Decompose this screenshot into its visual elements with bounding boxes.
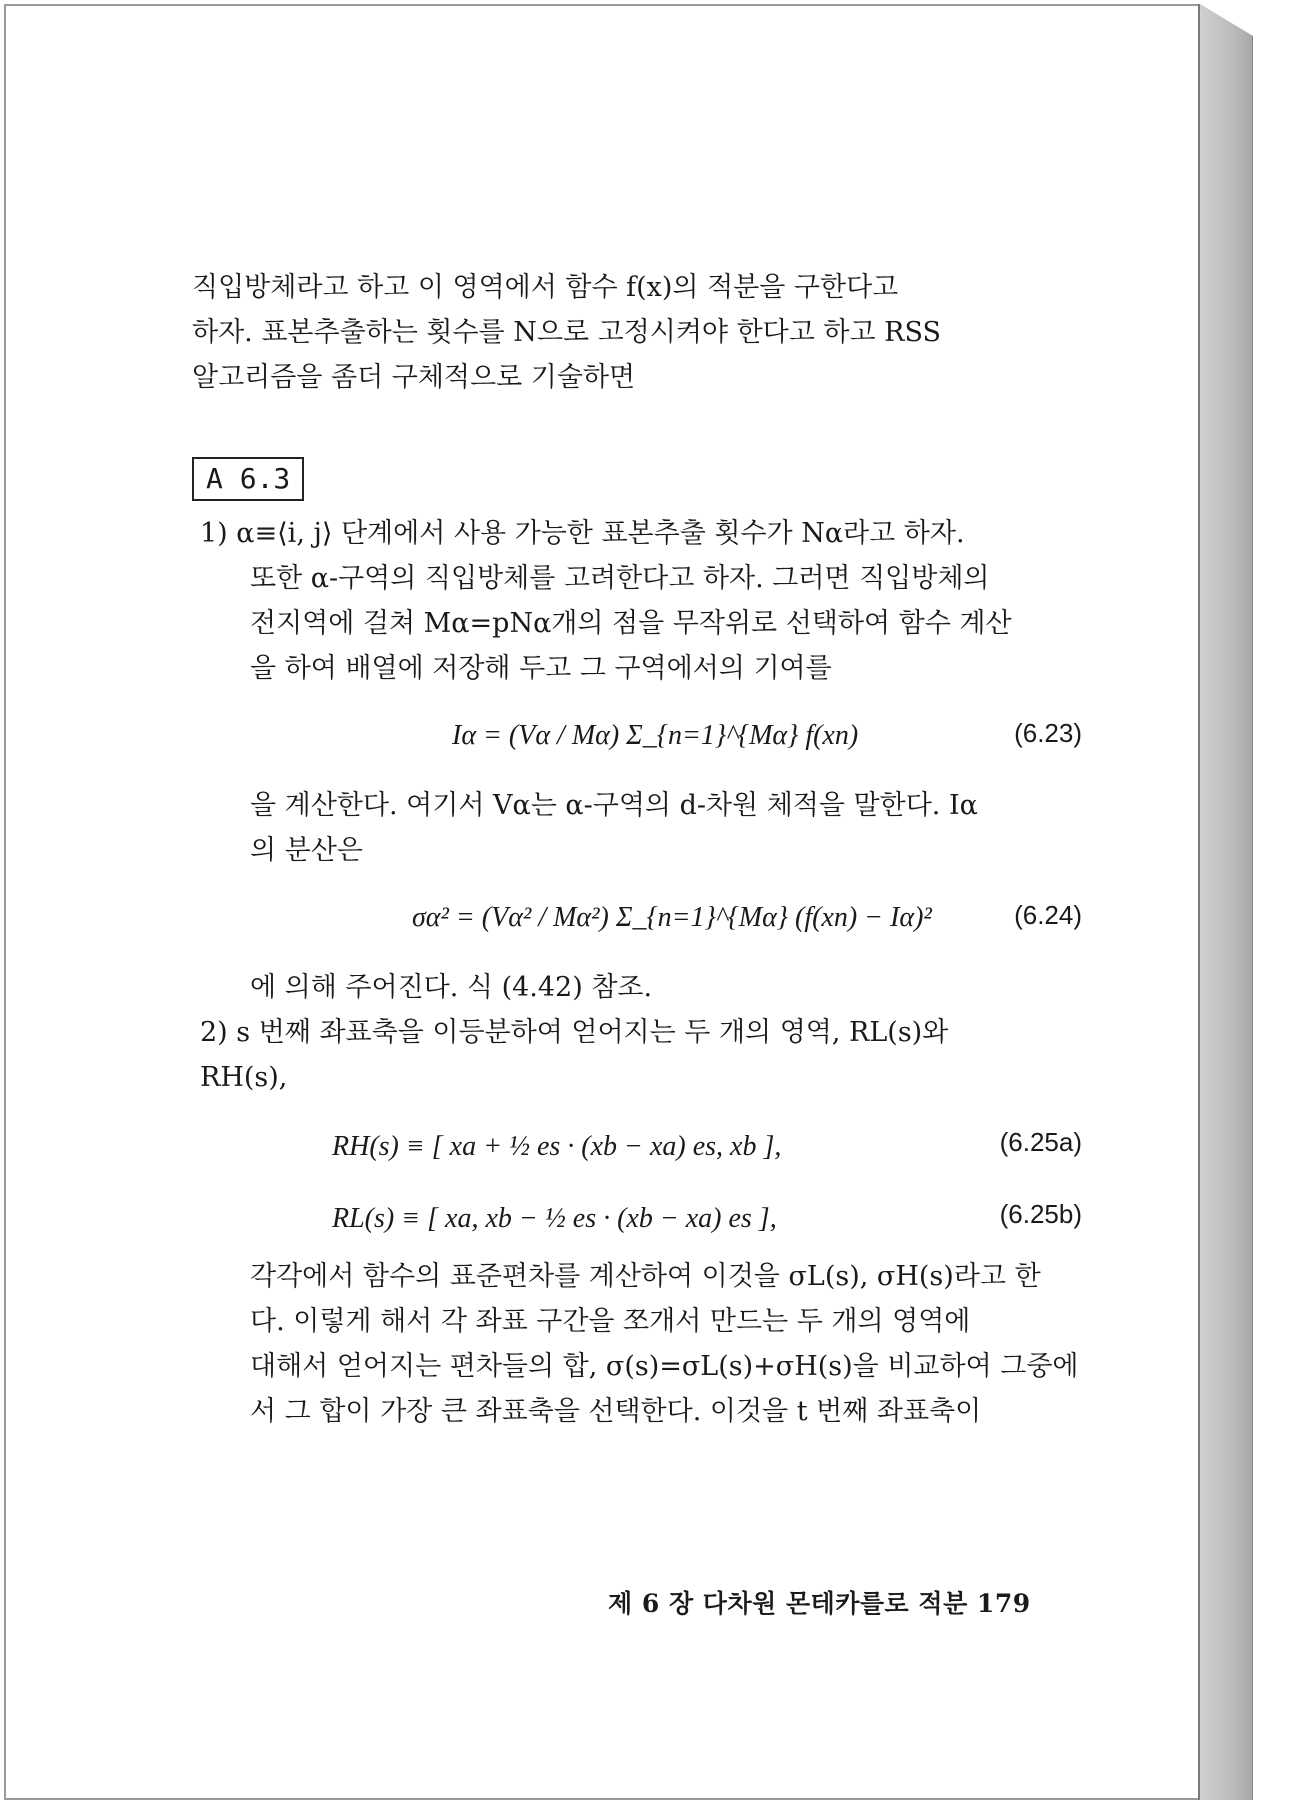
step2b-line: 다. 이렇게 해서 각 좌표 구간을 쪼개서 만드는 두 개의 영역에 [250, 1306, 971, 1337]
equation-6-24 [192, 883, 1082, 955]
page-footer: 제 6 장 다차원 몬테카를로 적분 179 [608, 1589, 1031, 1618]
step2b-line: 대해서 얻어지는 편차들의 합, σ(s)=σL(s)+σH(s)을 비교하여 그중에 [250, 1351, 1079, 1382]
equation-number: (6.23) [1014, 718, 1082, 748]
step2b-line: 서 그 합이 가장 큰 좌표축을 선택한다. 이것을 t 번째 좌표축이 [250, 1396, 982, 1427]
step1b-line: 의 분산은 [250, 835, 363, 866]
step1b-line: 을 계산한다. 여기서 Vα는 α-구역의 d-차원 체적을 말한다. Iα [250, 790, 978, 821]
equation-formula: RH(s) ≡ [ xa + ½ es · (xb − xa) es, xb ], [332, 1131, 782, 1162]
intro-line: 직입방체라고 하고 이 영역에서 함수 f(x)의 적분을 구한다고 [192, 272, 899, 303]
equation-formula: σα² = (Vα² / Mα²) Σ_{n=1}^{Mα} (f(xn) − Iα)² [412, 902, 932, 933]
step1-line: 전지역에 걸쳐 Mα=pNα개의 점을 무작위로 선택하여 함수 계산 [250, 608, 1012, 639]
step1-line: 을 하여 배열에 저장해 두고 그 구역에서의 기여를 [250, 653, 832, 684]
algorithm-label-box: A 6.3 [192, 457, 304, 501]
equation-number: (6.25a) [999, 1127, 1082, 1157]
equation-6-25a [192, 1110, 1082, 1172]
equation-number: (6.25b) [999, 1199, 1082, 1229]
equation-6-25b [192, 1182, 1082, 1244]
book-thickness-side [1200, 4, 1253, 1800]
equation-formula: Iα = (Vα / Mα) Σ_{n=1}^{Mα} f(xn) [452, 720, 859, 751]
step2-line: RH(s), [200, 1062, 288, 1093]
step1-line: 또한 α-구역의 직입방체를 고려한다고 하자. 그러면 직입방체의 [250, 563, 990, 594]
equation-6-23 [192, 701, 1082, 773]
intro-line: 알고리즘을 좀더 구체적으로 기술하면 [192, 362, 636, 393]
step2b-line: 각각에서 함수의 표준편차를 계산하여 이것을 σL(s), σH(s)라고 한 [250, 1261, 1041, 1292]
page-body [192, 265, 1082, 1434]
step2-line: 2) s 번째 좌표축을 이등분하여 얻어지는 두 개의 영역, RL(s)와 [200, 1017, 949, 1048]
equation-formula: RL(s) ≡ [ xa, xb − ½ es · (xb − xa) es ], [332, 1203, 777, 1234]
equation-number: (6.24) [1014, 900, 1082, 930]
intro-line: 하자. 표본추출하는 횟수를 N으로 고정시켜야 한다고 하고 RSS [192, 317, 942, 348]
step1-line: 1) α≡⟨i, j⟩ 단계에서 사용 가능한 표본추출 횟수가 Nα라고 하자. [200, 518, 965, 549]
step1c-line: 에 의해 주어진다. 식 (4.42) 참조. [250, 972, 653, 1003]
page-edge [1198, 4, 1200, 1800]
